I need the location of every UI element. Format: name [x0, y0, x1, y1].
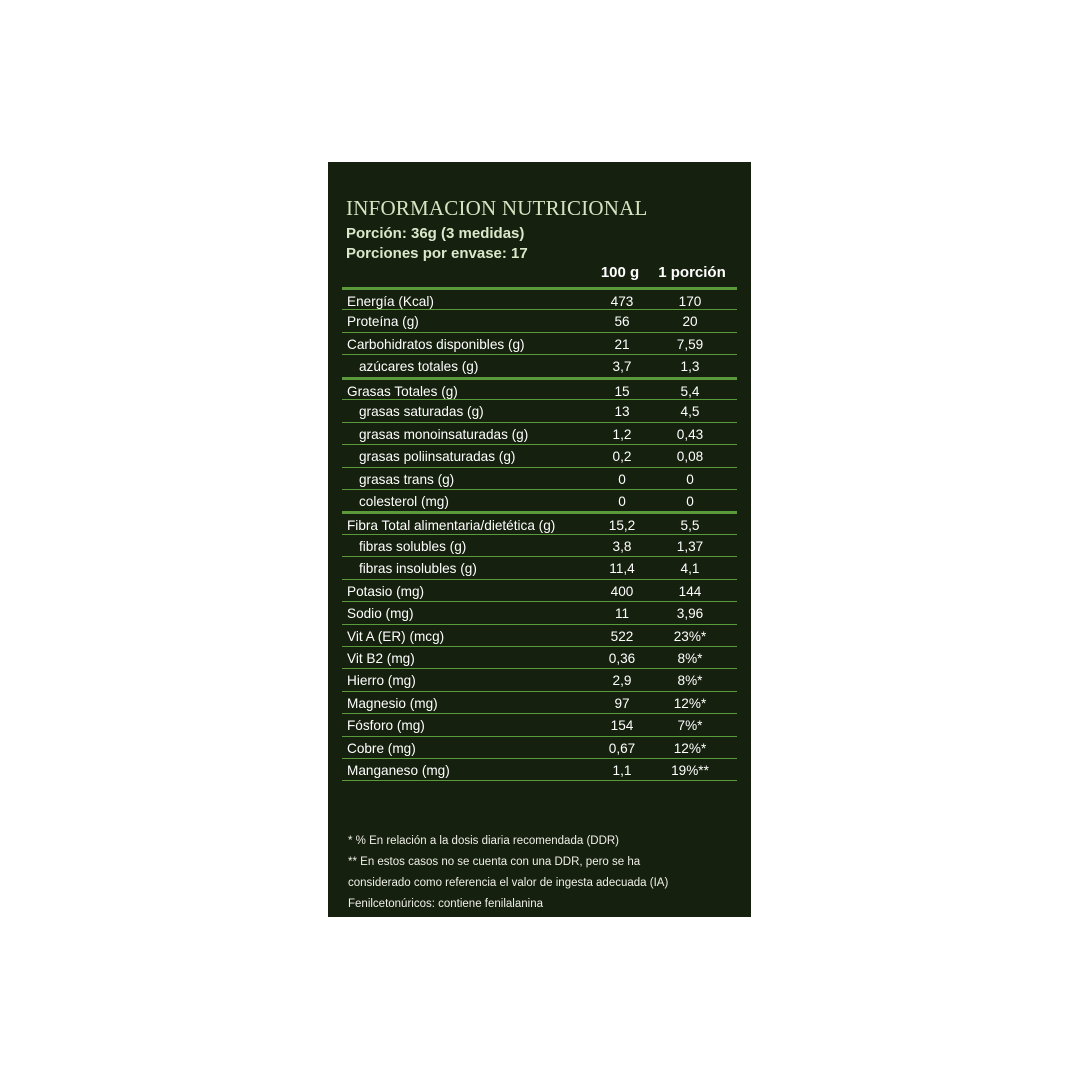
servings-per-container: Porciones por envase: 17	[346, 245, 528, 262]
nutrient-row	[342, 422, 737, 444]
nutrient-name: grasas poliinsaturadas (g)	[359, 449, 516, 465]
value-per-100g: 13	[614, 404, 630, 420]
value-per-100g: 0	[618, 493, 626, 509]
nutrient-row	[342, 444, 737, 466]
value-per-100g: 1,1	[612, 763, 632, 779]
value-per-portion: 12%*	[673, 740, 707, 756]
value-per-portion: 23%*	[673, 628, 707, 644]
value-per-portion: 7%*	[677, 718, 703, 734]
value-per-portion: 4,5	[680, 404, 700, 420]
value-per-portion: 4,1	[680, 561, 700, 577]
nutrient-name: Vit A (ER) (mcg)	[347, 628, 445, 644]
value-per-portion: 0	[686, 471, 694, 487]
value-per-portion: 7,59	[676, 336, 704, 352]
nutrient-name: Manganeso (mg)	[347, 763, 450, 779]
value-per-100g: 56	[614, 314, 630, 330]
nutrient-name: azúcares totales (g)	[359, 359, 479, 375]
nutrient-name: Energía (Kcal)	[347, 294, 434, 309]
column-header-portion: 1 porción	[658, 264, 726, 281]
value-per-100g: 3,8	[612, 538, 632, 554]
value-per-portion: 0	[686, 493, 694, 509]
value-per-portion: 170	[678, 294, 702, 309]
value-per-100g: 522	[610, 628, 634, 644]
value-per-portion: 144	[678, 583, 702, 599]
nutrient-name: Proteína (g)	[347, 314, 419, 330]
nutrient-row	[342, 467, 737, 489]
nutrition-title: INFORMACION NUTRICIONAL	[346, 196, 648, 220]
column-header-100g: 100 g	[600, 264, 640, 281]
footnote-phenylalanine: Fenilcetonúricos: contiene fenilalanina	[348, 898, 543, 910]
nutrient-name: Grasas Totales (g)	[347, 383, 458, 399]
nutrient-name: Carbohidratos disponibles (g)	[347, 336, 525, 352]
value-per-portion: 3,96	[676, 606, 704, 622]
nutrient-row	[342, 736, 737, 758]
value-per-100g: 11,4	[609, 561, 635, 577]
nutrient-name: Hierro (mg)	[347, 673, 416, 689]
value-per-portion: 0,43	[676, 426, 704, 442]
nutrient-row	[342, 377, 737, 399]
value-per-portion: 1,37	[676, 538, 704, 554]
nutrient-row	[342, 354, 737, 376]
nutrient-row	[342, 668, 737, 690]
value-per-100g: 97	[614, 695, 630, 711]
nutrient-name: grasas monoinsaturadas (g)	[359, 426, 529, 442]
value-per-portion: 12%*	[673, 695, 707, 711]
value-per-portion: 8%*	[677, 651, 703, 666]
nutrient-row	[342, 646, 737, 668]
nutrient-row	[342, 713, 737, 735]
nutrient-row	[342, 758, 737, 780]
value-per-100g: 154	[610, 718, 634, 734]
nutrient-row	[342, 489, 737, 511]
value-per-portion: 8%*	[677, 673, 703, 689]
nutrient-name: Magnesio (mg)	[347, 695, 438, 711]
nutrient-name: Sodio (mg)	[347, 606, 414, 622]
value-per-portion: 5,4	[680, 383, 700, 399]
nutrient-table	[342, 287, 737, 781]
nutrient-name: fibras solubles (g)	[359, 538, 467, 554]
nutrient-row	[342, 579, 737, 601]
value-per-100g: 400	[610, 583, 634, 599]
nutrient-row	[342, 556, 737, 578]
nutrient-name: Potasio (mg)	[347, 583, 425, 599]
nutrient-row	[342, 691, 737, 713]
value-per-portion: 1,3	[680, 359, 700, 375]
value-per-100g: 0,36	[608, 651, 636, 666]
value-per-100g: 0	[618, 471, 626, 487]
value-per-portion: 19%**	[671, 763, 709, 779]
nutrient-row	[342, 534, 737, 556]
nutrient-row	[342, 309, 737, 331]
nutrient-name: grasas trans (g)	[359, 471, 455, 487]
nutrient-row	[342, 287, 737, 309]
value-per-100g: 0,67	[608, 740, 636, 756]
value-per-portion: 0,08	[676, 449, 704, 465]
portion-size: Porción: 36g (3 medidas)	[346, 225, 525, 242]
nutrient-name: Fibra Total alimentaria/dietética (g)	[347, 518, 556, 534]
nutrient-name: fibras insolubles (g)	[359, 561, 477, 577]
nutrient-name: Vit B2 (mg)	[347, 651, 415, 666]
value-per-100g: 1,2	[612, 426, 632, 442]
nutrient-name: grasas saturadas (g)	[359, 404, 484, 420]
footnote-ia-line2: considerado como referencia el valor de ingesta adecuada (IA)	[348, 877, 669, 889]
nutrient-row	[342, 511, 737, 533]
value-per-100g: 21	[614, 336, 630, 352]
value-per-100g: 0,2	[612, 449, 632, 465]
footnotes	[348, 831, 668, 915]
value-per-100g: 15	[614, 383, 630, 399]
nutrient-row	[342, 624, 737, 646]
nutrition-facts-panel	[328, 162, 751, 917]
nutrient-name: Cobre (mg)	[347, 740, 416, 756]
value-per-100g: 2,9	[612, 673, 632, 689]
value-per-100g: 3,7	[612, 359, 632, 375]
value-per-100g: 15,2	[608, 518, 636, 534]
value-per-100g: 473	[610, 294, 634, 309]
value-per-100g: 11	[614, 606, 630, 622]
footnote-ddr: * % En relación a la dosis diaria recomendada (DDR)	[348, 835, 620, 847]
value-per-portion: 5,5	[680, 518, 700, 534]
value-per-portion: 20	[682, 314, 698, 330]
nutrient-row	[342, 601, 737, 623]
nutrient-name: Fósforo (mg)	[347, 718, 425, 734]
nutrient-row	[342, 332, 737, 354]
footnote-ia-line1: ** En estos casos no se cuenta con una DDR, pero se ha	[348, 856, 641, 868]
nutrient-row	[342, 399, 737, 421]
nutrient-name: colesterol (mg)	[359, 493, 449, 509]
